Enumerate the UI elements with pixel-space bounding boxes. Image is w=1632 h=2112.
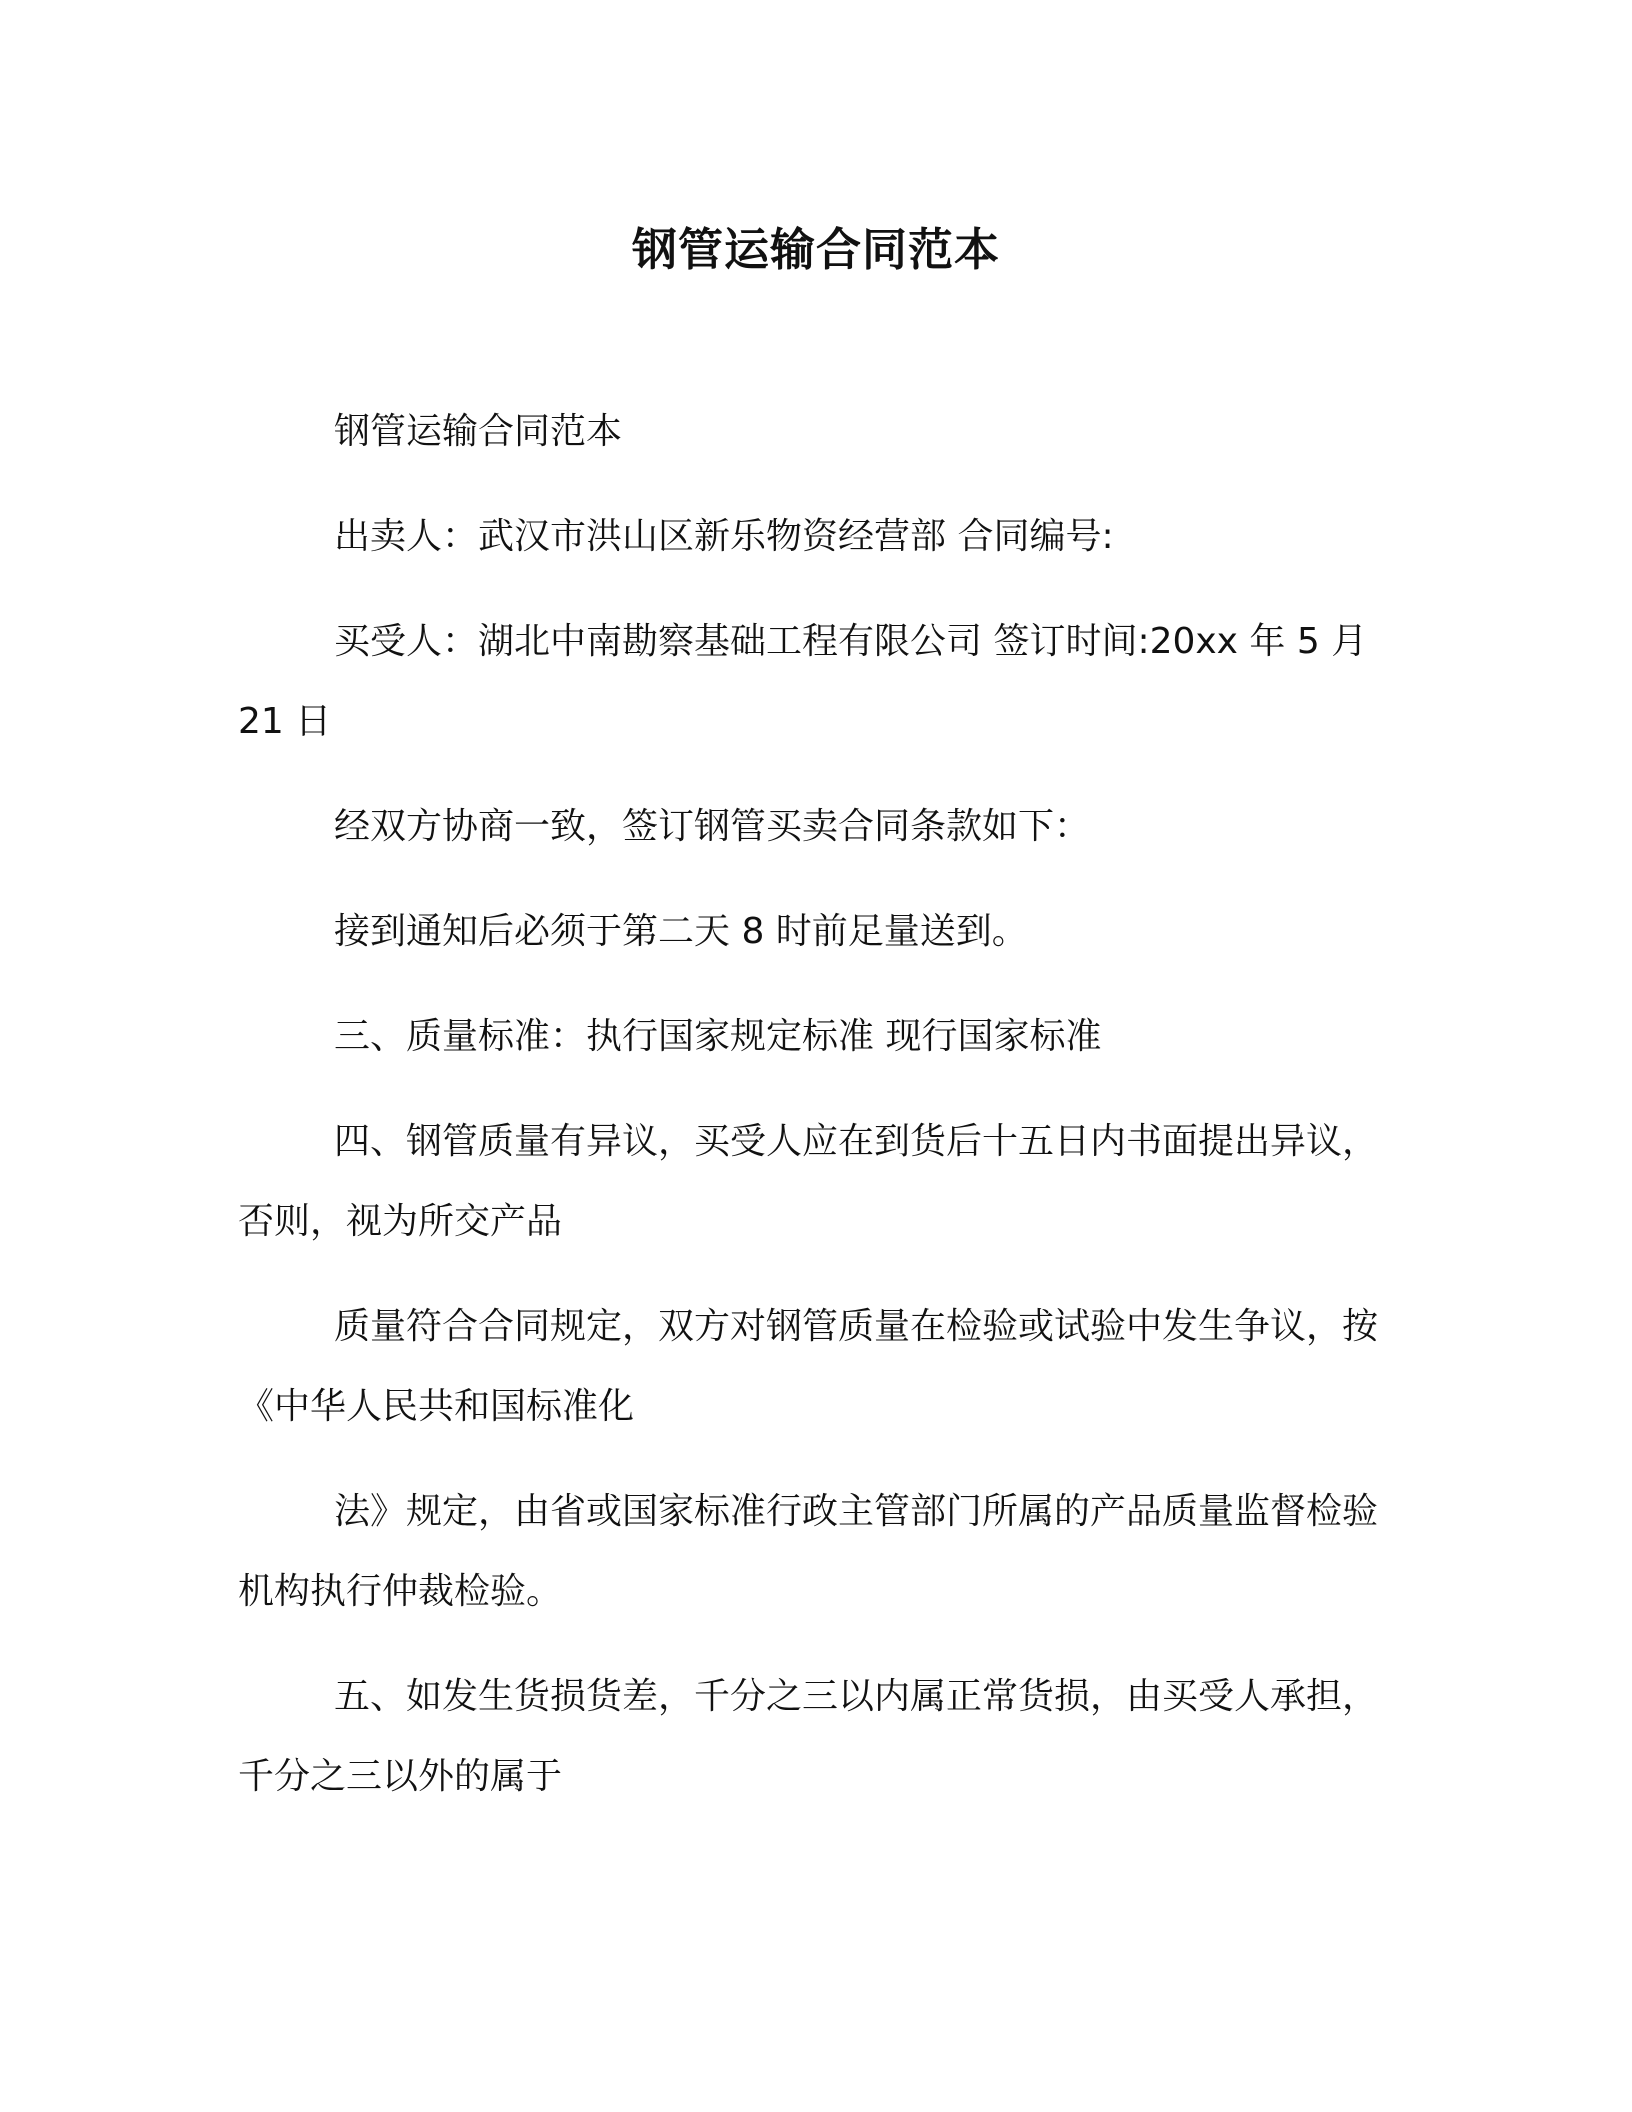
paragraph-buyer: 买受人：湖北中南勘察基础工程有限公司 签订时间:20xx 年 5 月 21 日 [238,621,1368,742]
paragraph-cargo-loss: 五、如发生货损货差，千分之三以内属正常货损，由买受人承担，千分之三以外的属于 [238,1676,1379,1797]
paragraph-heading: 钢管运输合同范本 [334,411,623,452]
document-title: 钢管运输合同范本 [631,223,1000,276]
paragraph-quality-objection: 四、钢管质量有异议，买受人应在到货后十五日内书面提出异议，否则，视为所交产品 [238,1121,1379,1242]
paragraph-quality-standard: 三、质量标准：执行国家规定标准 现行国家标准 [334,1016,1102,1057]
paragraph-agreement: 经双方协商一致，签订钢管买卖合同条款如下： [334,806,1091,847]
document-body [238,392,1390,1842]
paragraph-quality-dispute: 质量符合合同规定，双方对钢管质量在检验或试验中发生争议，按《中华人民共和国标准化 [238,1306,1379,1427]
paragraph-seller: 出卖人：武汉市洪山区新乐物资经营部 合同编号: [334,516,1114,557]
paragraph-delivery: 接到通知后必须于第二天 8 时前足量送到。 [334,911,1028,952]
paragraph-arbitration: 法》规定，由省或国家标准行政主管部门所属的产品质量监督检验机构执行仲裁检验。 [238,1491,1379,1612]
